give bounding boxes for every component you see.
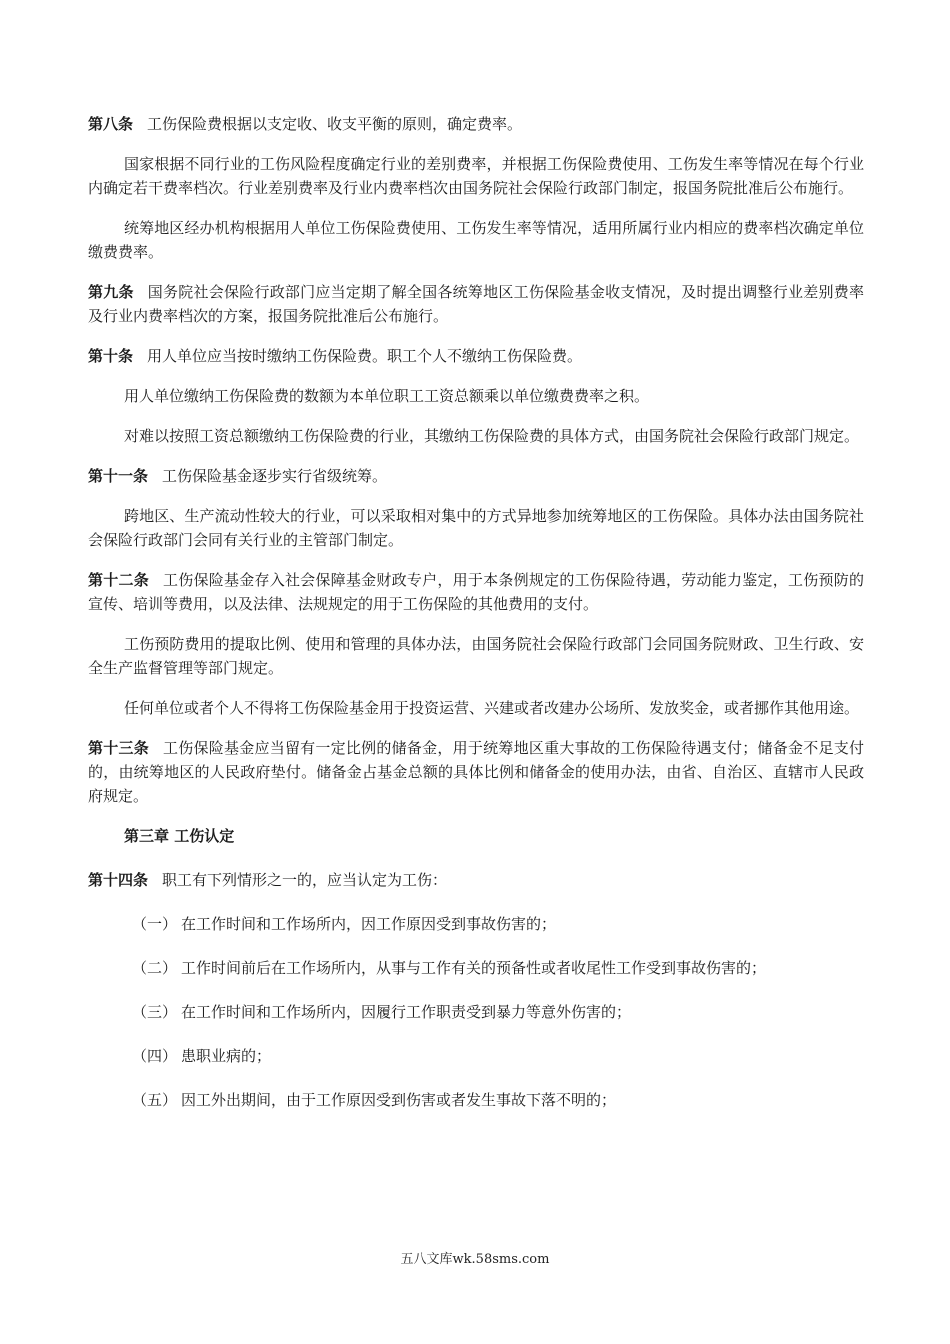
article-8-label: 第八条 xyxy=(88,115,134,133)
article-8-para-3: 统筹地区经办机构根据用人单位工伤保险费使用、工伤发生率等情况，适用所属行业内相应的费率档次确定单位缴费费率。 xyxy=(88,219,864,261)
document-body xyxy=(88,112,864,1132)
article-9-label: 第九条 xyxy=(88,283,134,301)
list-item: （五） 因工外出期间，由于工作原因受到伤害或者发生事故下落不明的； xyxy=(132,1091,617,1109)
article-11-para-2: 跨地区、生产流动性较大的行业，可以采取相对集中的方式异地参加统筹地区的工伤保险。具体办法由国务院社会保险行政部门会同有关行业的主管部门制定。 xyxy=(88,507,864,549)
article-11-label: 第十一条 xyxy=(88,467,149,485)
article-12-label: 第十二条 xyxy=(88,571,149,589)
chapter-heading: 第三章 工伤认定 xyxy=(124,827,235,845)
article-14-para-1: 第十四条 职工有下列情形之一的，应当认定为工伤： xyxy=(88,871,448,889)
list-item: （一） 在工作时间和工作场所内，因工作原因受到事故伤害的； xyxy=(132,915,557,933)
article-8-para-2: 国家根据不同行业的工伤风险程度确定行业的差别费率，并根据工伤保险费使用、工伤发生率等情况在每个行业内确定若干费率档次。行业差别费率及行业内费率档次由国务院社会保险行政部门制定，报国务院批准后公布施行。 xyxy=(88,155,864,197)
article-13-para-1: 第十三条 工伤保险基金应当留有一定比例的储备金，用于统筹地区重大事故的工伤保险待遇支付；储备金不足支付的，由统筹地区的人民政府垫付。储备金占基金总额的具体比例和储备金的使用办法，由省、自治区、直辖市人民政府规定。 xyxy=(88,739,864,805)
article-10-label: 第十条 xyxy=(88,347,134,365)
article-10-para-2: 用人单位缴纳工伤保险费的数额为本单位职工工资总额乘以单位缴费费率之积。 xyxy=(124,387,650,405)
article-12-para-1: 第十二条 工伤保险基金存入社会保障基金财政专户，用于本条例规定的工伤保险待遇，劳动能力鉴定，工伤预防的宣传、培训等费用，以及法律、法规规定的用于工伤保险的其他费用的支付。 xyxy=(88,571,864,613)
article-10-para-3: 对难以按照工资总额缴纳工伤保险费的行业，其缴纳工伤保险费的具体方式，由国务院社会保险行政部门规定。 xyxy=(124,427,860,445)
list-item: （二） 工作时间前后在工作场所内，从事与工作有关的预备性或者收尾性工作受到事故伤害的； xyxy=(132,959,767,977)
article-12-para-2: 工伤预防费用的提取比例、使用和管理的具体办法，由国务院社会保险行政部门会同国务院财政、卫生行政、安全生产监督管理等部门规定。 xyxy=(88,635,864,677)
footer-watermark: 五八文库wk.58sms.com xyxy=(400,1252,550,1267)
article-13-label: 第十三条 xyxy=(88,739,149,757)
article-8-para-1: 第八条 工伤保险费根据以支定收、收支平衡的原则，确定费率。 xyxy=(88,115,523,133)
article-10-para-1: 第十条 用人单位应当按时缴纳工伤保险费。职工个人不缴纳工伤保险费。 xyxy=(88,347,583,365)
list-item: （四） 患职业病的； xyxy=(132,1047,272,1065)
article-12-para-3: 任何单位或者个人不得将工伤保险基金用于投资运营、兴建或者改建办公场所、发放奖金，或者挪作其他用途。 xyxy=(124,699,860,717)
article-14-label: 第十四条 xyxy=(88,871,149,889)
list-item: （三） 在工作时间和工作场所内，因履行工作职责受到暴力等意外伤害的； xyxy=(132,1003,632,1021)
article-11-para-1: 第十一条 工伤保险基金逐步实行省级统筹。 xyxy=(88,467,388,485)
article-9-para-1: 第九条 国务院社会保险行政部门应当定期了解全国各统筹地区工伤保险基金收支情况，及时提出调整行业差别费率及行业内费率档次的方案，报国务院批准后公布施行。 xyxy=(88,283,864,325)
